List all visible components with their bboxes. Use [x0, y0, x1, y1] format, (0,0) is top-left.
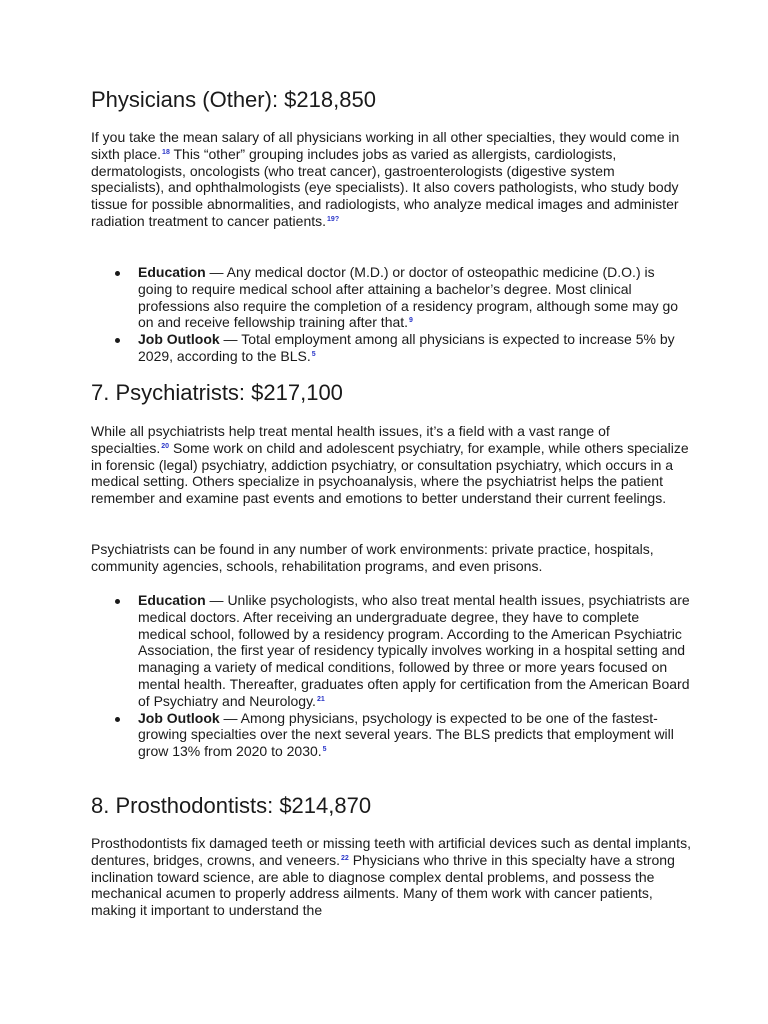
footnote-ref[interactable]: 21	[316, 695, 325, 703]
paragraph-text: This “other” grouping includes jobs as varied as allergists, cardiologists, dermatologists, oncologists (who treat cancer), gastroenterologists (digestive system specialists), and ophthalmologists (eye specialists). It also covers pathologists, who study body tissue for possible abnormalities, and radiologists, who analyze medical images and administer radiation treatment to cancer patients.	[91, 145, 679, 229]
section-psychiatrists	[91, 380, 691, 406]
section-heading: Physicians (Other): $218,850	[91, 87, 376, 112]
list-item	[91, 592, 691, 710]
list-item	[91, 331, 691, 365]
footnote-ref[interactable]: 20	[161, 442, 170, 450]
bullet-text: — Any medical doctor (M.D.) or doctor of osteopathic medicine (D.O.) is going to require medical school after attaining a bachelor’s degree. Most clinical professions also require the completion of a residency program, although some may go on and receive fellowship training after that.	[138, 264, 679, 331]
paragraph	[91, 423, 691, 507]
section-heading: 7. Psychiatrists: $217,100	[91, 380, 343, 405]
footnote-ref[interactable]: 5	[322, 746, 327, 754]
section-psychiatrists-body	[91, 423, 691, 507]
paragraph	[91, 129, 691, 230]
bullet-text: — Total employment among all physicians is expected to increase 5% by 2029, according to the BLS.	[138, 331, 675, 364]
footnote-ref[interactable]: 19?	[327, 215, 340, 223]
list-item	[91, 710, 691, 760]
bullet-text: — Unlike psychologists, who also treat mental health issues, psychiatrists are medical doctors. After receiving an undergraduate degree, they have to complete medical school, followed by a residency program. According to the American Psychiatric Association, the first year of residency typically involves working in a hospital setting and managing a variety of medical conditions, followed by three or more years focused on mental health. Thereafter, graduates often apply for certification from the American Board of Psychiatry and Neurology.	[138, 592, 690, 709]
section-prosthodontists-body	[91, 835, 691, 919]
paragraph-text: While all psychiatrists help treat mental health issues, it’s a field with a vast range of specialties.	[91, 423, 610, 456]
paragraph-text: Some work on child and adolescent psychiatry, for example, while others specialize in forensic (legal) psychiatry, addiction psychiatry, or consultation psychiatry, which occurs in a medical setting. Others specialize in psychoanalysis, where the psychiatrist helps the patient remember and examine past events and emotions to better understand their current feelings.	[91, 439, 689, 507]
bullet-label: Education	[138, 264, 206, 280]
section-physicians-other-body	[91, 129, 691, 230]
paragraph-text: If you take the mean salary of all physicians working in all other specialties, they would come in sixth place.	[91, 129, 680, 162]
paragraph-text: Physicians who thrive in this specialty have a strong inclination toward science, are able to diagnose complex dental problems, and possess the mechanical acumen to properly address ailments. Many of them work with cancer patients, making it important to understand the	[91, 851, 675, 919]
section-psychiatrists-para2	[91, 541, 691, 575]
section-prosthodontists	[91, 793, 691, 819]
paragraph	[91, 835, 691, 919]
bullet-list	[91, 592, 691, 760]
bullet-list	[91, 264, 691, 365]
footnote-ref[interactable]: 5	[311, 350, 316, 358]
section-heading: 8. Prosthodontists: $214,870	[91, 793, 372, 818]
list-item	[91, 264, 691, 331]
footnote-ref[interactable]: 18	[162, 148, 170, 156]
bullet-label: Education	[138, 592, 206, 608]
footnote-ref[interactable]: 9	[409, 317, 413, 325]
paragraph: Psychiatrists can be found in any number of work environments: private practice, hospitals, community agencies, schools, rehabilitation programs, and even prisons.	[91, 541, 654, 574]
footnote-ref[interactable]: 22	[341, 854, 349, 862]
bullet-text: — Among physicians, psychology is expected to be one of the fastest-growing specialties over the next several years. The BLS predicts that employment will grow 13% from 2020 to 2030.	[138, 709, 674, 760]
bullet-label: Job Outlook	[138, 709, 220, 726]
section-physicians-other	[91, 87, 691, 113]
paragraph-text: Prosthodontists fix damaged teeth or missing teeth with artificial devices such as dental implants, dentures, bridges, crowns, and veneers.	[91, 835, 691, 868]
bullet-label: Job Outlook	[138, 331, 220, 348]
